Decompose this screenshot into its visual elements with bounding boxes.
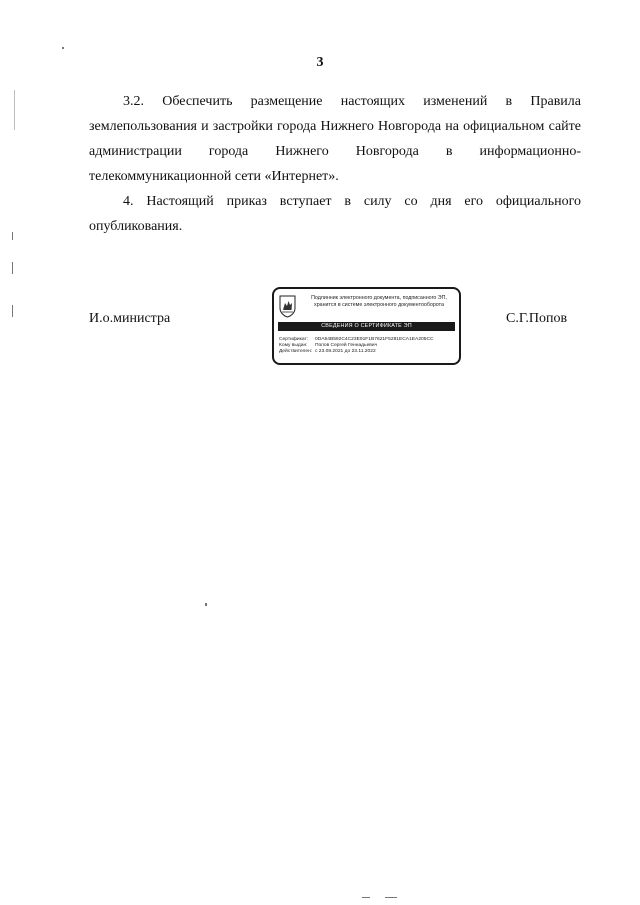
scan-artifact <box>362 897 370 898</box>
scan-artifact <box>14 90 15 130</box>
valid-value: с 23.08.2021 до 23.11.2022 <box>315 349 376 354</box>
certificate-value: 0DA54B592C4C23E91F1B7621F5281ECA1EA205CC <box>315 337 434 342</box>
valid-row <box>279 349 457 355</box>
paragraph-4 <box>89 189 581 239</box>
scan-artifact <box>12 262 13 274</box>
paragraph-text: Настоящий приказ вступает в силу со дня его официального опубликования. <box>89 194 581 234</box>
stamp-header-line: хранится в системе электронного документооборота <box>314 302 444 308</box>
stamp-header <box>301 295 457 309</box>
stamp-details <box>279 337 457 355</box>
stamp-title: СВЕДЕНИЯ О СЕРТИФИКАТЕ ЭП <box>278 322 455 331</box>
signatory-position: И.о.министра <box>89 311 171 326</box>
stamp-header-line: Подлинник электронного документа, подписанного ЭП, <box>311 295 447 301</box>
paragraph-text: Обеспечить размещение настоящих изменений в Правила землепользования и застройки города Нижнего Новгорода на официальном сайте администрации города Нижнего Новгорода в информационно-телекоммуникационной сети «Интернет». <box>89 94 582 184</box>
paragraph-3-2 <box>89 89 581 189</box>
scan-artifact <box>385 897 397 898</box>
e-signature-stamp <box>272 287 461 365</box>
scan-artifact <box>12 305 13 317</box>
scan-artifact <box>205 603 207 606</box>
coat-of-arms-icon <box>279 295 296 318</box>
signatory-name: С.Г.Попов <box>506 311 568 326</box>
scan-artifact <box>62 47 64 49</box>
issued-label: Кому выдан: <box>279 343 308 348</box>
document-body <box>89 89 581 239</box>
certificate-label: Сертификат: <box>279 337 309 342</box>
scan-artifact <box>12 232 13 240</box>
issued-value: Попов Сергей Геннадьевич <box>315 343 378 348</box>
valid-label: Действителен: <box>279 349 313 354</box>
page-number: 3 <box>316 55 324 70</box>
paragraph-number: 3.2. <box>123 94 144 109</box>
paragraph-number: 4. <box>123 194 134 209</box>
